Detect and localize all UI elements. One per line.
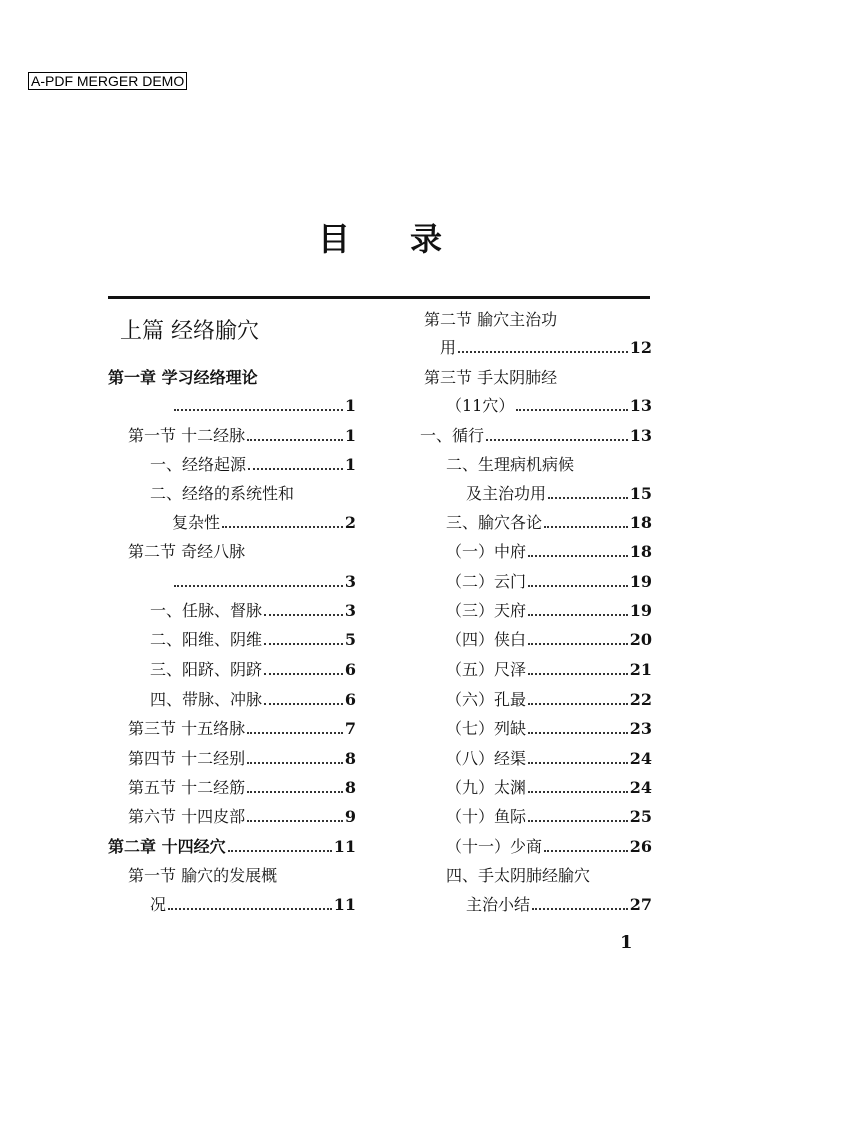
dot-leader	[516, 409, 627, 411]
toc-entry-title: 上篇 经络腧穴	[120, 319, 259, 344]
toc-entry-title: 三、阳跻、阴跻	[150, 660, 263, 679]
toc-entry-page: 22	[629, 690, 652, 709]
toc-entry	[150, 690, 356, 710]
toc-entry	[446, 837, 652, 857]
toc-entry	[446, 630, 652, 650]
toc-entry-page: 27	[629, 895, 652, 914]
dot-leader	[247, 439, 343, 441]
toc-entry-page: 3	[344, 601, 356, 620]
dot-leader	[528, 643, 628, 645]
dot-leader	[548, 497, 628, 499]
toc-entry	[446, 749, 652, 769]
toc-entry-title: 一、经络起源	[150, 455, 247, 474]
toc-entry-page: 12	[629, 338, 652, 357]
dot-leader	[247, 820, 343, 822]
toc-entry-page: 3	[344, 572, 356, 591]
toc-entry-title: 一、任脉、督脉	[150, 601, 263, 620]
toc-entry	[446, 601, 652, 621]
dot-leader	[264, 703, 343, 705]
toc-entry-title: 第五节 十二经筋	[128, 778, 246, 797]
toc-entry	[446, 690, 652, 710]
toc-entry-title: （五）尺泽	[446, 660, 527, 679]
toc-entry	[172, 396, 356, 416]
toc-entry-page: 1	[344, 455, 356, 474]
toc-entry	[446, 778, 652, 798]
toc-entry-title: 及主治功用	[466, 484, 547, 503]
toc-entry	[446, 396, 652, 416]
toc-entry	[446, 866, 652, 886]
toc-entry-page: 18	[629, 513, 652, 532]
toc-entry	[128, 866, 356, 886]
toc-entry-title: 第二节 腧穴主治功	[424, 310, 558, 329]
toc-entry	[128, 542, 356, 562]
toc-entry-title: 二、经络的系统性和	[150, 484, 295, 503]
toc-entry-title: 第一章 学习经络理论	[108, 368, 258, 387]
toc-entry	[446, 455, 652, 475]
dot-leader	[544, 526, 628, 528]
toc-entry-title: 三、腧穴各论	[446, 513, 543, 532]
toc-entry-page: 9	[344, 807, 356, 826]
dot-leader	[264, 614, 343, 616]
toc-entry	[128, 807, 356, 827]
toc-entry-title: 二、阳维、阴维	[150, 630, 263, 649]
toc-entry-page: 24	[629, 749, 652, 768]
toc-entry	[128, 749, 356, 769]
toc-entry	[446, 542, 652, 562]
toc-entry	[440, 338, 652, 358]
toc-entry-title: 主治小结	[466, 895, 531, 914]
toc-entry-title: 第三节 手太阴肺经	[424, 368, 558, 387]
toc-entry	[446, 719, 652, 739]
dot-leader	[264, 673, 343, 675]
toc-entry-page: 20	[629, 630, 652, 649]
toc-entry-title: 第一节 腧穴的发展概	[128, 866, 278, 885]
toc-entry-title: 况	[150, 895, 167, 914]
dot-leader	[264, 643, 343, 645]
dot-leader	[528, 762, 628, 764]
toc-entry	[108, 368, 356, 388]
toc-entry-title: （十一）少商	[446, 837, 543, 856]
dot-leader	[528, 703, 628, 705]
toc-entry	[128, 778, 356, 798]
toc-entry-title: 第二章 十四经穴	[108, 837, 226, 856]
dot-leader	[528, 791, 628, 793]
toc-entry	[420, 426, 652, 446]
toc-entry-title: 四、带脉、冲脉	[150, 690, 263, 709]
toc-entry	[446, 572, 652, 592]
toc-entry-title: 四、手太阴肺经腧穴	[446, 866, 591, 885]
toc-entry	[150, 601, 356, 621]
toc-entry-title: （六）孔最	[446, 690, 527, 709]
toc-entry-page: 19	[629, 572, 652, 591]
toc-entry	[172, 513, 356, 533]
dot-leader	[247, 762, 343, 764]
toc-entry	[466, 895, 652, 915]
dot-leader	[528, 673, 628, 675]
toc-entry	[172, 572, 356, 592]
toc-entry	[120, 319, 356, 344]
toc-entry	[150, 660, 356, 680]
toc-entry-title: 第一节 十二经脉	[128, 426, 246, 445]
toc-entry-title: （九）太渊	[446, 778, 527, 797]
toc-entry	[128, 426, 356, 446]
dot-leader	[486, 439, 628, 441]
toc-entry-title: （三）天府	[446, 601, 527, 620]
toc-entry	[446, 513, 652, 533]
toc-entry-page: 18	[629, 542, 652, 561]
dot-leader	[532, 908, 628, 910]
page-title-char-1: 目	[318, 220, 351, 258]
toc-entry-page: 21	[629, 660, 652, 679]
toc-entry	[466, 484, 652, 504]
toc-entry	[446, 807, 652, 827]
toc-entry-title: 用	[440, 338, 457, 357]
toc-entry-page: 13	[629, 426, 652, 445]
toc-entry-page: 6	[344, 690, 356, 709]
toc-entry	[424, 310, 652, 330]
toc-entry	[150, 455, 356, 475]
toc-entry-title: （一）中府	[446, 542, 527, 561]
toc-entry	[128, 719, 356, 739]
dot-leader	[248, 468, 343, 470]
page-number: 1	[620, 932, 633, 953]
dot-leader	[222, 526, 343, 528]
toc-entry-page: 1	[344, 396, 356, 415]
toc-entry-title: （四）侠白	[446, 630, 527, 649]
toc-entry-page: 24	[629, 778, 652, 797]
toc-entry-page: 7	[344, 719, 356, 738]
toc-entry-title: 一、循行	[420, 426, 485, 445]
dot-leader	[528, 585, 628, 587]
dot-leader	[528, 820, 628, 822]
dot-leader	[528, 614, 628, 616]
toc-entry-page: 19	[629, 601, 652, 620]
dot-leader	[528, 555, 628, 557]
dot-leader	[458, 351, 628, 353]
toc-entry-title: 第三节 十五络脉	[128, 719, 246, 738]
toc-entry-title: 复杂性	[172, 513, 221, 532]
toc-entry	[446, 660, 652, 680]
toc-entry-page: 13	[629, 396, 652, 415]
toc-entry-title: 第二节 奇经八脉	[128, 542, 246, 561]
toc-entry-title: （二）云门	[446, 572, 527, 591]
toc-entry-page: 8	[344, 749, 356, 768]
dot-leader	[174, 409, 343, 411]
toc-entry	[150, 630, 356, 650]
dot-leader	[528, 732, 628, 734]
toc-entry-title: 第四节 十二经别	[128, 749, 246, 768]
toc-entry-page: 2	[344, 513, 356, 532]
toc-entry-page: 23	[629, 719, 652, 738]
toc-entry-page: 25	[629, 807, 652, 826]
toc-entry-page: 26	[629, 837, 652, 856]
dot-leader	[168, 908, 332, 910]
toc-entry-page: 1	[344, 426, 356, 445]
dot-leader	[228, 850, 332, 852]
toc-entry-page: 5	[344, 630, 356, 649]
toc-entry-page: 11	[333, 837, 356, 856]
title-divider	[108, 296, 650, 299]
toc-entry-page: 15	[629, 484, 652, 503]
dot-leader	[247, 791, 343, 793]
toc-entry-title: 第六节 十四皮部	[128, 807, 246, 826]
toc-entry-page: 8	[344, 778, 356, 797]
watermark-label: A-PDF MERGER DEMO	[28, 72, 187, 90]
dot-leader	[247, 732, 343, 734]
toc-entry-title: （十）鱼际	[446, 807, 527, 826]
toc-entry-page: 6	[344, 660, 356, 679]
toc-entry-title: 二、生理病机病候	[446, 455, 575, 474]
toc-entry	[150, 895, 356, 915]
toc-entry	[424, 368, 652, 388]
page-title-char-2: 录	[410, 220, 443, 258]
toc-entry	[108, 837, 356, 857]
toc-entry-title: （七）列缺	[446, 719, 527, 738]
toc-entry-page: 11	[333, 895, 356, 914]
dot-leader	[544, 850, 628, 852]
toc-entry-title: （八）经渠	[446, 749, 527, 768]
toc-entry-title: （11穴）	[446, 396, 515, 415]
dot-leader	[174, 585, 343, 587]
toc-entry	[150, 484, 356, 504]
